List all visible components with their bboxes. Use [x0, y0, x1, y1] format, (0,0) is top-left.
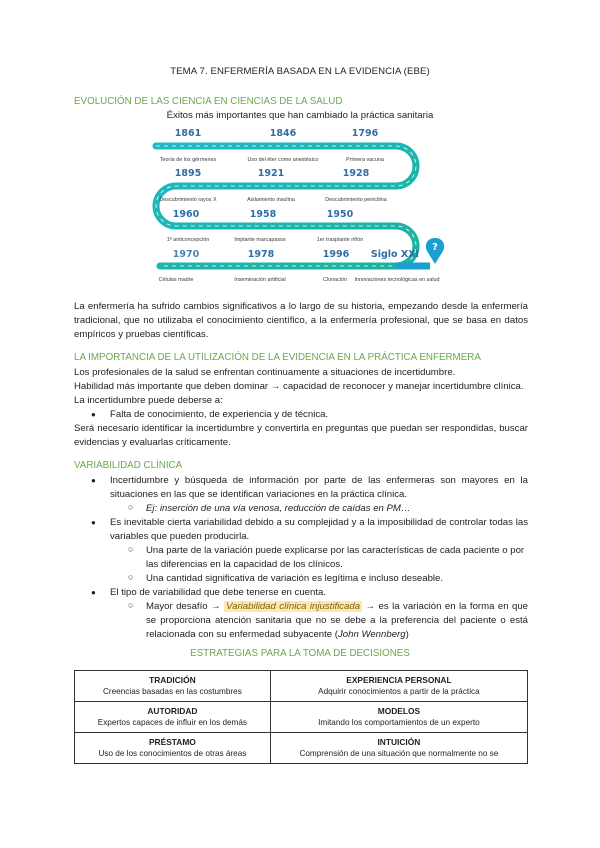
- table-cell: EXPERIENCIA PERSONAL Adquirir conocimientos a partir de la práctica: [270, 671, 527, 702]
- paragraph-incertidumbre: Será necesario identificar la incertidumbre y convertirla en preguntas que puedan ser respondidas, buscar evidencias y evaluarlas críticamente.: [74, 423, 528, 449]
- timeline-year: 1960: [172, 209, 200, 220]
- bullet-text: Es inevitable cierta variabilidad debido a su complejidad y a la imposibilidad de controlar todas las variables que pueden producirla.: [110, 517, 528, 543]
- timeline-label: Inseminación artificial: [234, 277, 286, 283]
- timeline-year: 1970: [172, 249, 200, 260]
- infographic-title: Éxitos más importantes que han cambiado la práctica sanitaria: [166, 110, 434, 121]
- timeline-infographic: [148, 124, 448, 296]
- sub-bullet-icon: ○: [128, 502, 134, 512]
- strategies-table: [74, 670, 528, 764]
- timeline-label: Uso del éter como anestésico: [247, 157, 319, 163]
- bullet-text: Falta de conocimiento, de experiencia y de técnica.: [110, 409, 329, 420]
- timeline-label: Teoría de los gérmenes: [159, 157, 217, 163]
- bullet-icon: ●: [91, 410, 96, 419]
- timeline-label: 1er trasplante riñón: [316, 237, 364, 243]
- bullet-text: Incertidumbre y búsqueda de información por parte de las enfermeras son mayores en la situaciones en las que se identifican variaciones en la práctica clínica.: [110, 475, 528, 501]
- timeline-year: 1846: [269, 128, 297, 139]
- timeline-road: [156, 146, 416, 266]
- table-cell: MODELOS Imitando los comportamientos de un experto: [270, 702, 527, 733]
- sub-bullet-icon: ○: [128, 572, 134, 582]
- timeline-label: Innovaciones tecnológicas en salud: [354, 277, 440, 283]
- timeline-label: Descubrimiento rayos X: [159, 197, 217, 203]
- timeline-year: 1895: [174, 168, 202, 179]
- bullet-icon: ●: [91, 588, 96, 597]
- table-cell: TRADICIÓN Creencias basadas en las costumbres: [75, 671, 271, 702]
- section-heading-importancia: LA IMPORTANCIA DE LA UTILIZACIÓN DE LA EVIDENCIA EN LA PRÁCTICA ENFERMERA: [74, 352, 481, 363]
- sub-bullet-text: Ej: inserción de una vía venosa, reducción de caídas en PM…: [146, 503, 411, 514]
- timeline-year: 1796: [351, 128, 379, 139]
- timeline-year: 1928: [342, 168, 370, 179]
- timeline-label: 1ª anticoncepción: [166, 237, 210, 243]
- table-row: [75, 702, 528, 733]
- timeline-year: 1996: [322, 249, 350, 260]
- timeline-year: 1921: [257, 168, 285, 179]
- text-line: Los profesionales de la salud se enfrentan continuamente a situaciones de incertidumbre.: [74, 367, 456, 378]
- sub-bullet-text: Mayor desafío → Variabilidad clínica injustificada → es la variación en la forma en que se proporciona atención sanitaria que no se debe a la preferencia del paciente o está relacionada con su enfermedad subyacente (John Wennberg): [146, 601, 528, 641]
- bullet-icon: ●: [91, 518, 96, 527]
- section-heading-evolucion: EVOLUCIÓN DE LAS CIENCIA EN CIENCIAS DE LA SALUD: [74, 96, 343, 107]
- highlighted-term: Variabilidad clínica injustificada: [226, 601, 361, 612]
- text-line: La incertidumbre puede deberse a:: [74, 395, 223, 406]
- text-line: Habilidad más importante que deben dominar → capacidad de reconocer y manejar incertidumbre clínica.: [74, 381, 524, 392]
- table-row: [75, 733, 528, 764]
- bullet-icon: ●: [91, 476, 96, 485]
- table-cell: AUTORIDAD Expertos capaces de influir en los demás: [75, 702, 271, 733]
- document-title: TEMA 7. ENFERMERÍA BASADA EN LA EVIDENCIA (EBE): [170, 66, 430, 77]
- timeline-label: Implante marcapasos: [234, 237, 286, 243]
- svg-text:?: ?: [432, 242, 438, 253]
- sub-bullet-text: Una parte de la variación puede explicarse por las características de cada paciente o por las diferencias en la capacidad de los clínicos.: [146, 545, 525, 571]
- sub-bullet-icon: ○: [128, 600, 134, 610]
- timeline-label: Primera vacuna: [346, 157, 384, 163]
- timeline-label: Clonación: [323, 277, 347, 283]
- timeline-year: Siglo XXI: [370, 249, 420, 260]
- table-cell: INTUICIÓN Comprensión de una situación que normalmente no se: [270, 733, 527, 764]
- table-cell: PRÉSTAMO Uso de los conocimientos de otras áreas: [75, 733, 271, 764]
- table-row: [75, 671, 528, 702]
- sub-bullet-icon: ○: [128, 544, 134, 554]
- timeline-year: 1950: [326, 209, 354, 220]
- bullet-text: El tipo de variabilidad que debe tenerse en cuenta.: [110, 587, 327, 598]
- sub-bullet-text: Una cantidad significativa de variación es legítima e incluso deseable.: [146, 573, 444, 584]
- timeline-year: 1861: [174, 128, 202, 139]
- section-heading-estrategias: ESTRATEGIAS PARA LA TOMA DE DECISIONES: [190, 648, 410, 659]
- section-heading-variabilidad: VARIABILIDAD CLÍNICA: [74, 460, 183, 471]
- timeline-label: Descubrimiento penicilina: [325, 197, 387, 203]
- timeline-label: Células madre: [158, 277, 194, 283]
- paragraph-evolucion: La enfermería ha sufrido cambios significativos a lo largo de su historia, empezando desde la enfermería tradicional, que no utilizaba el conocimiento científico, a la enfermería profesional, que se basa en datos empíricos y pruebas científicas.: [74, 301, 528, 341]
- question-pin-icon: [426, 238, 444, 264]
- timeline-label: Aislamiento insulina: [247, 197, 295, 203]
- timeline-year: 1958: [249, 209, 277, 220]
- timeline-year: 1978: [247, 249, 275, 260]
